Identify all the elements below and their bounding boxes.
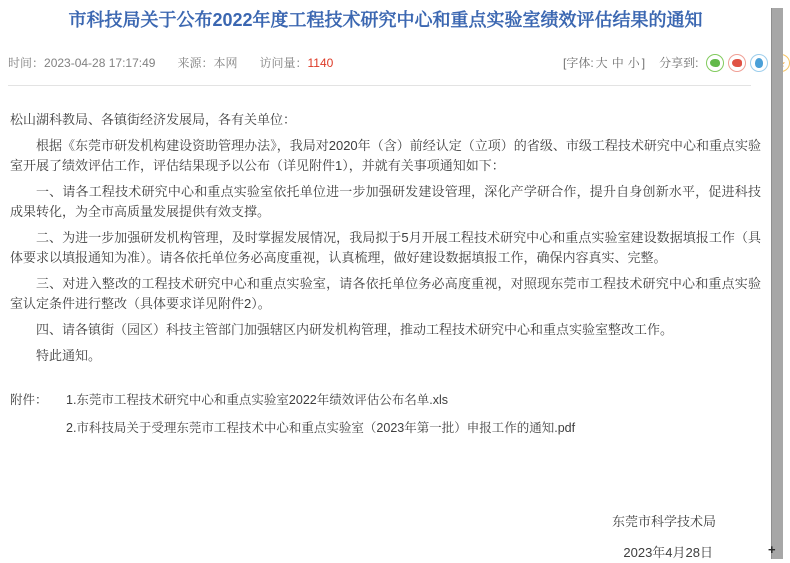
wechat-share-button[interactable] bbox=[706, 54, 724, 72]
attachments-section bbox=[10, 390, 761, 438]
page-title: 市科技局关于公布2022年度工程技术研究中心和重点实验室绩效评估结果的通知 bbox=[68, 10, 703, 30]
visits-value: 1140 bbox=[307, 56, 334, 70]
signature-date: 2023年4月28日 bbox=[623, 545, 713, 560]
attachment-link-1[interactable]: 1.东莞市工程技术研究中心和重点实验室2022年绩效评估公布名单.xls bbox=[66, 393, 448, 407]
salutation: 松山湖科教局、各镇街经济发展局，各有关单位： bbox=[10, 112, 297, 127]
cursor-artifact: + bbox=[768, 542, 776, 557]
font-size-large-button[interactable]: 大 bbox=[595, 56, 608, 70]
time-label: 时间： bbox=[8, 56, 45, 70]
notice-page bbox=[0, 8, 783, 559]
attachment-link-2[interactable]: 2.市科技局关于受理东莞市工程技术中心和重点实验室（2023年第一批）申报工作的通知.pdf bbox=[66, 421, 576, 435]
font-ctl-prefix: [字体: bbox=[563, 56, 594, 70]
paragraph-closing: 特此通知。 bbox=[36, 348, 102, 363]
signature-block bbox=[10, 512, 761, 563]
paragraph-item-2: 二、为进一步加强研发机构管理，及时掌握发展情况，我局拟于5月开展工程技术研究中心和重点实验室建设数据填报工作（具体要求以填报通知为准）。请各依托单位务必高度重视，认真梳理，做好建设数据填报工作，确保内容真实、完整。 bbox=[10, 230, 761, 265]
paragraph-item-4: 四、请各镇街（园区）科技主管部门加强辖区内研发机构管理，推动工程技术研究中心和重点实验室整改工作。 bbox=[36, 322, 674, 337]
time-value: 2023-04-28 17:17:49 bbox=[44, 56, 156, 70]
window-edge bbox=[771, 8, 783, 559]
paragraph-item-1: 一、请各工程技术研究中心和重点实验室依托单位进一步加强研发建设管理，深化产学研合作，提升自身创新水平，促进科技成果转化，为全市高质量发展提供有效支撑。 bbox=[10, 184, 761, 219]
source-value: 本网 bbox=[213, 56, 238, 70]
paragraph-item-3: 三、对进入整改的工程技术研究中心和重点实验室，请各依托单位务必高度重视，对照现东莞市工程技术研究中心和重点实验室认定条件进行整改（具体要求详见附件2）。 bbox=[10, 276, 761, 311]
signature-agency: 东莞市科学技术局 bbox=[611, 514, 716, 529]
source-label: 来源： bbox=[177, 56, 214, 70]
attachments-label: 附件： bbox=[10, 393, 48, 407]
font-size-small-button[interactable]: 小 bbox=[627, 56, 640, 70]
font-size-control bbox=[563, 54, 645, 72]
weibo-share-button[interactable] bbox=[728, 54, 746, 72]
divider bbox=[8, 85, 751, 86]
paragraph-intro: 根据《东莞市研发机构建设资助管理办法》，我局对2020年（含）前经认定（立项）的省级、市级工程技术研究中心和重点实验室开展了绩效评估工作，评估结果现予以公布（详见附件1），并就有关事项通知如下： bbox=[10, 138, 761, 173]
visits-label: 访问量： bbox=[259, 56, 308, 70]
notice-body bbox=[0, 110, 771, 563]
weibo-icon bbox=[732, 59, 742, 67]
meta-bar bbox=[0, 54, 771, 72]
qq-share-button[interactable] bbox=[750, 54, 768, 72]
font-ctl-suffix: ] bbox=[641, 56, 646, 70]
font-size-medium-button[interactable]: 中 bbox=[611, 56, 624, 70]
share-label: 分享到: bbox=[659, 56, 699, 70]
meta-tools bbox=[563, 54, 790, 72]
wechat-icon bbox=[710, 59, 720, 67]
qq-icon bbox=[755, 58, 763, 68]
meta-info bbox=[8, 54, 333, 72]
